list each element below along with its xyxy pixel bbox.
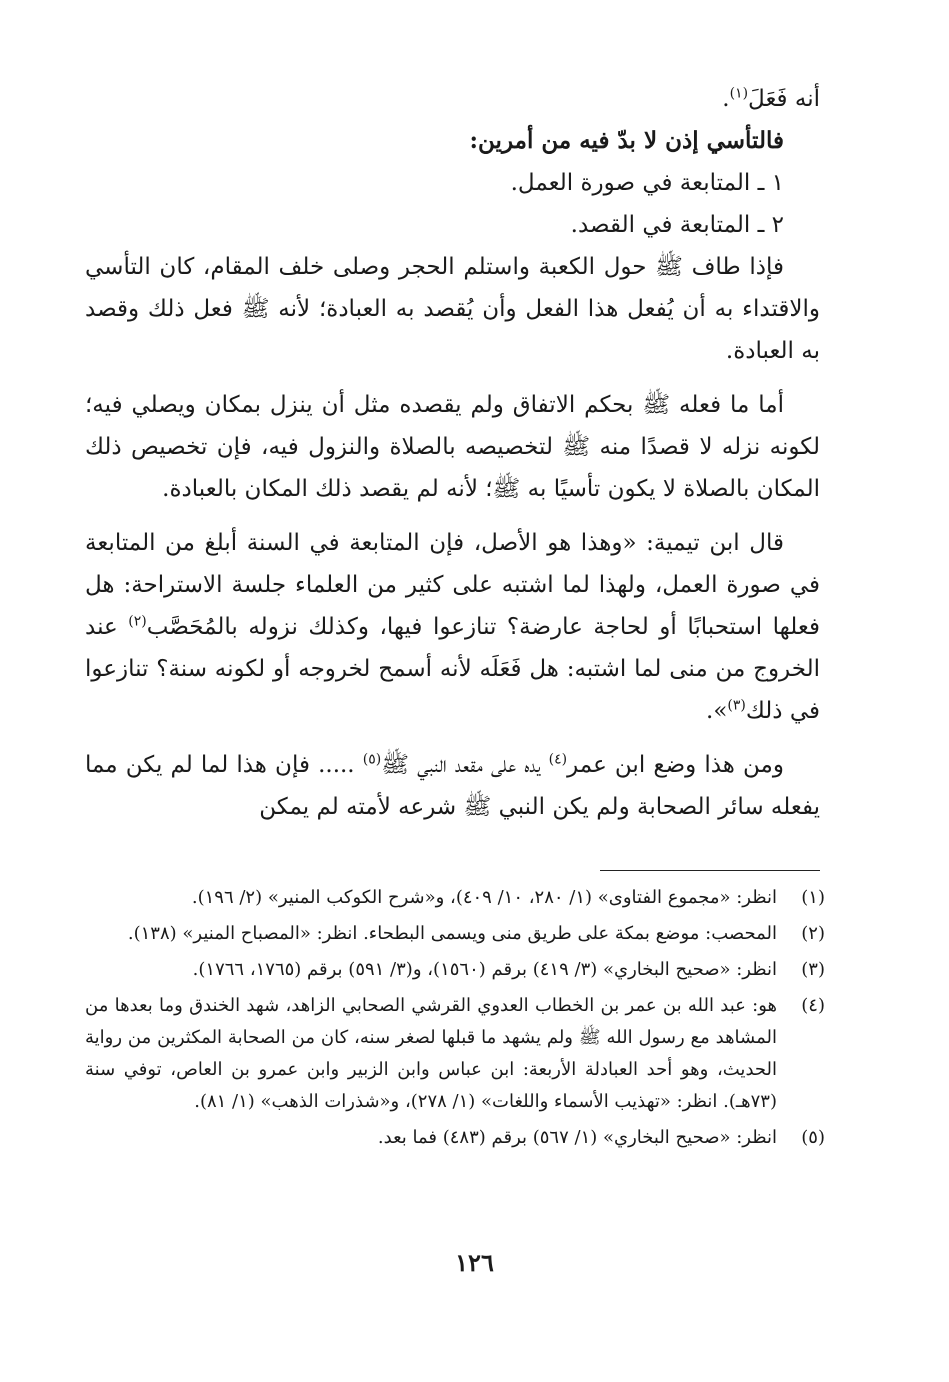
footnote-ref-1[interactable]: (١) xyxy=(729,85,749,102)
footnote xyxy=(85,990,825,1118)
footnote xyxy=(85,954,825,986)
page-number: ١٢٦ xyxy=(455,1248,494,1277)
paragraph-3 xyxy=(85,522,820,732)
footnote-number: (١) xyxy=(801,887,825,908)
paragraph-2: أما ما فعله ﷺ بحكم الاتفاق ولم يقصده مثل أن ينزل بمكان ويصلي فيه؛ لكونه نزله لا قصدًا منه ﷺ لتخصيصه بالصلاة والنزول فيه، فإن تخصيص ذلك المكان بالصلاة لا يكون تأسيًا به ﷺ؛ لأنه لم يقصد ذلك المكان بالعبادة. xyxy=(85,392,820,502)
footnote-ref-3[interactable]: (٣) xyxy=(727,697,746,714)
footnote-text: انظر: «صحيح البخاري» (٣/ ٤١٩) برقم (١٥٦٠)، و(٣/ ٥٩١) برقم (١٧٦٥، ١٧٦٦). xyxy=(192,959,777,980)
opening-text: أنه فَعَلَ xyxy=(748,86,820,112)
section-heading: فالتأسي إذن لا بدّ فيه من أمرين: xyxy=(469,127,784,154)
footnote-text: المحصب: موضع بمكة على طريق منى ويسمى البطحاء. انظر: «المصباح المنير» (١٣٨). xyxy=(127,923,777,944)
list-item-1: ١ ـ المتابعة في صورة العمل. xyxy=(510,170,784,196)
paragraph-4-part-b: يده على مقعد النبي ﷺ xyxy=(381,752,549,778)
footnote-number: (٢) xyxy=(801,923,825,944)
footnote-divider xyxy=(600,870,820,871)
main-text xyxy=(85,78,820,828)
footnote xyxy=(85,918,825,950)
list-item-2: ٢ ـ المتابعة في القصد. xyxy=(570,212,784,238)
opening-line xyxy=(85,78,820,120)
footnote-ref-5[interactable]: (٥) xyxy=(362,751,382,768)
paragraph-4 xyxy=(85,744,820,828)
footnote-number: (٣) xyxy=(801,959,825,980)
opening-end: . xyxy=(722,86,730,112)
paragraph-3-part-b: عند الخروج من منى لما اشتبه: هل فَعَلَه لأنه أسمح لخروجه أو لكونه سنة؟ تنازعوا في ذلك xyxy=(85,614,820,724)
footnote-number: (٤) xyxy=(801,995,825,1016)
paragraph-1: فإذا طاف ﷺ حول الكعبة واستلم الحجر وصلى خلف المقام، كان التأسي والاقتداء به أن يُفعل هذا الفعل وأن يُقصد به العبادة؛ لأنه ﷺ فعل ذلك وقصد به العبادة. xyxy=(85,254,820,364)
footnote-ref-2[interactable]: (٢) xyxy=(128,613,147,630)
paragraph-4-part-a: ومن هذا وضع ابن عمر xyxy=(567,752,784,778)
footnote-text: انظر: «صحيح البخاري» (١/ ٥٦٧) برقم (٤٨٣) فما بعد. xyxy=(377,1127,777,1148)
footnote xyxy=(85,882,825,914)
paragraph-3-end: ». xyxy=(706,698,728,724)
footnote-ref-4[interactable]: (٤) xyxy=(548,751,568,768)
paragraph-3-part-a: قال ابن تيمية: «وهذا هو الأصل، فإن المتابعة في السنة أبلغ من المتابعة في صورة العمل، ولهذا لما اشتبه على كثير من العلماء جلسة الاستراحة: هل فعلها استحبابًا أو لحاجة عارضة؟ تنازعوا فيها، وكذلك نزوله بالمُحَصَّب xyxy=(85,530,820,640)
footnote-text: انظر: «مجموع الفتاوى» (١/ ٢٨٠، ١٠/ ٤٠٩)، و«شرح الكوكب المنير» (٢/ ١٩٦). xyxy=(191,887,777,908)
footnote-number: (٥) xyxy=(801,1127,825,1148)
footnote xyxy=(85,1122,825,1154)
paragraph-4-part-c: ..... فإن هذا لما لم يكن مما يفعله سائر الصحابة ولم يكن النبي ﷺ شرعه لأمته لم يمكن xyxy=(85,752,820,820)
footnote-text: هو: عبد الله بن عمر بن الخطاب العدوي القرشي الصحابي الزاهد، شهد الخندق وما بعدها من المشاهد مع رسول الله ﷺ ولم يشهد ما قبلها لصغر سنه، كان من الصحابة المكثرين من رواية الحديث، وهو أحد العبادلة الأربعة: ابن عباس وابن الزبير وابن عمرو بن العاص، توفي سنة (٧٣هـ). انظر: «تهذيب الأسماء واللغات» (١/ ٢٧٨)، و«شذرات الذهب» (١/ ٨١). xyxy=(85,995,777,1112)
footnotes xyxy=(85,882,825,1158)
